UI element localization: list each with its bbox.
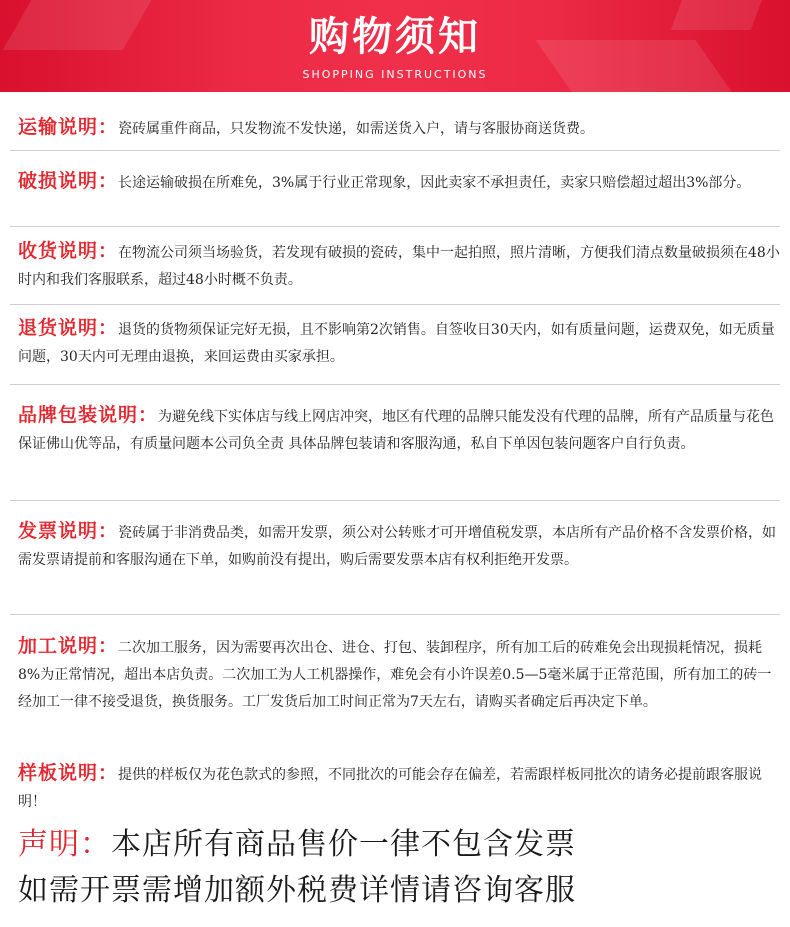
divider — [10, 150, 780, 151]
statement-text: 本店所有商品售价一律不包含发票 — [111, 827, 576, 862]
divider — [10, 304, 780, 305]
divider — [10, 226, 780, 227]
statement-line-2: 如需开票需增加额外税费详情请咨询客服 — [18, 873, 576, 908]
section-label: 退货说明： — [18, 317, 119, 339]
section-label: 发票说明： — [18, 520, 119, 542]
section-text: 瓷砖属重件商品，只发物流不发快递，如需送货入户，请与客服协商送货费。 — [118, 121, 595, 137]
section-processing — [18, 633, 782, 716]
section-text: 退货的货物须保证完好无损，且不影响第2次销售。自签收日30天内，如有质量问题，运费双免，如无质量问题，30天内可无理由退换，来回运费由买家承担。 — [18, 322, 775, 365]
statement-line-1 — [18, 822, 782, 868]
header-banner — [0, 0, 790, 92]
section-receiving — [18, 238, 782, 294]
section-damage — [18, 168, 782, 197]
section-label: 破损说明： — [18, 170, 119, 192]
section-label: 品牌包装说明： — [18, 404, 159, 426]
section-text: 二次加工服务，因为需要再次出仓、进仓、打包、装卸程序，所有加工后的砖难免会出现损耗情况，损耗8%为正常情况，超出本店负责。二次加工为人工机器操作，难免会有小许误差0.5—5毫米属于正常范围，所有加工的砖一经加工一律不接受退货，换货服务。工厂发货后加工时间正常为7天左右，请购买者确定后再决定下单。 — [18, 640, 772, 710]
section-returns — [18, 315, 782, 371]
divider — [10, 384, 780, 385]
section-label: 运输说明： — [18, 116, 119, 138]
section-text: 为避免线下实体店与线上网店冲突，地区有代理的品牌只能发没有代理的品牌，所有产品质量与花色保证佛山优等品，有质量问题本公司负全责 具体品牌包装请和客服沟通，私自下单因包装问题客户自行负责。 — [18, 409, 775, 452]
section-text: 提供的样板仅为花色款式的参照，不同批次的可能会存在偏差，若需跟样板同批次的请务必提前跟客服说明！ — [18, 767, 763, 810]
divider — [10, 614, 780, 615]
section-text: 长途运输破损在所难免，3%属于行业正常现象，因此卖家不承担责任，卖家只赔偿超过超出3%部分。 — [118, 175, 751, 191]
section-samples — [18, 760, 782, 816]
section-invoice — [18, 518, 782, 574]
section-label: 加工说明： — [18, 635, 119, 657]
page-subtitle: SHOPPING INSTRUCTIONS — [302, 68, 488, 81]
divider — [10, 500, 780, 501]
section-label: 收货说明： — [18, 240, 119, 262]
section-label: 样板说明： — [18, 762, 119, 784]
statement-label: 声明： — [18, 827, 111, 862]
page-title: 购物须知 — [309, 14, 481, 60]
section-brand-packaging — [18, 402, 782, 458]
section-text: 在物流公司须当场验货，若发现有破损的瓷砖，集中一起拍照，照片清晰，方便我们清点数量破损须在48小时内和我们客服联系，超过48小时概不负责。 — [18, 245, 780, 288]
section-text: 瓷砖属于非消费品类，如需开发票，须公对公转账才可开增值税发票，本店所有产品价格不含发票价格，如需发票请提前和客服沟通在下单，如购前没有提出，购后需要发票本店有权利拒绝开发票。 — [18, 525, 777, 568]
section-shipping — [18, 114, 782, 143]
